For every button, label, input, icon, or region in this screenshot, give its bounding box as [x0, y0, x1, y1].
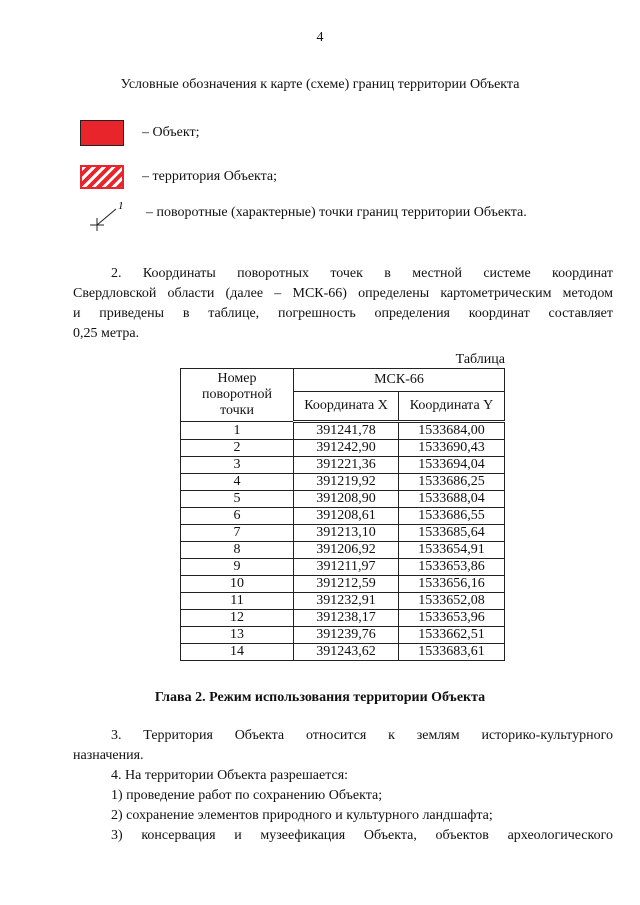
cell-coordinate-y: 1533652,08	[399, 593, 505, 610]
cell-point-number: 2	[181, 440, 294, 457]
paragraph-4: 4. На территории Объекта разрешается:	[111, 768, 349, 783]
paragraph-2-line-3: и приведены в таблице, погрешность определения координат составляет	[73, 306, 613, 321]
cell-point-number: 6	[181, 508, 294, 525]
table-body	[181, 422, 505, 661]
cell-point-number: 10	[181, 576, 294, 593]
legend-label-object: – Объект;	[142, 125, 200, 140]
cell-coordinate-y: 1533685,64	[399, 525, 505, 542]
table-caption: Таблица	[455, 352, 505, 367]
header-coordinate-y: Координата Y	[399, 392, 505, 422]
cell-point-number: 14	[181, 644, 294, 661]
table-row	[181, 457, 505, 474]
table-row	[181, 508, 505, 525]
table-row	[181, 644, 505, 661]
table-row	[181, 525, 505, 542]
territory-hatch-symbol	[80, 165, 124, 189]
cell-coordinate-x: 391241,78	[294, 422, 399, 440]
cell-coordinate-x: 391208,61	[294, 508, 399, 525]
object-fill-symbol	[80, 120, 124, 146]
cell-coordinate-y: 1533690,43	[399, 440, 505, 457]
cell-point-number: 4	[181, 474, 294, 491]
legend-label-turning-points: – поворотные (характерные) точки границ территории Объекта.	[146, 205, 527, 220]
coordinates-table	[180, 368, 505, 661]
table-row	[181, 440, 505, 457]
cell-coordinate-y: 1533684,00	[399, 422, 505, 440]
legend-item-territory	[80, 164, 277, 190]
turning-point-marker-number: 1	[118, 200, 124, 212]
cell-coordinate-y: 1533686,55	[399, 508, 505, 525]
legend-label-territory: – территория Объекта;	[142, 169, 278, 184]
cell-coordinate-x: 391208,90	[294, 491, 399, 508]
cell-coordinate-x: 391219,92	[294, 474, 399, 491]
list-item-1: 1) проведение работ по сохранению Объекта;	[111, 788, 383, 803]
cell-point-number: 7	[181, 525, 294, 542]
legend-item-object	[80, 120, 199, 146]
turning-point-icon	[80, 195, 128, 231]
paragraph-3-line-2: назначения.	[73, 748, 144, 763]
page-number: 4	[316, 30, 324, 45]
turning-point-marker-svg	[80, 195, 128, 231]
header-coordinate-system: МСК-66	[294, 369, 505, 392]
cell-point-number: 12	[181, 610, 294, 627]
paragraph-3	[73, 726, 613, 846]
cell-coordinate-y: 1533688,04	[399, 491, 505, 508]
table-row	[181, 627, 505, 644]
cell-coordinate-x: 391242,90	[294, 440, 399, 457]
cell-point-number: 8	[181, 542, 294, 559]
chapter-title: Глава 2. Режим использования территории Объекта	[154, 690, 486, 705]
table-row	[181, 593, 505, 610]
table-row	[181, 559, 505, 576]
cell-coordinate-x: 391221,36	[294, 457, 399, 474]
cell-coordinate-y: 1533686,25	[399, 474, 505, 491]
cell-coordinate-x: 391238,17	[294, 610, 399, 627]
cell-coordinate-x: 391206,92	[294, 542, 399, 559]
header-coordinate-x: Координата X	[294, 392, 399, 422]
cell-coordinate-y: 1533656,16	[399, 576, 505, 593]
cell-point-number: 9	[181, 559, 294, 576]
paragraph-2-line-2: Свердловской области (далее – МСК-66) определены картометрическим методом	[73, 286, 613, 301]
cell-coordinate-y: 1533653,86	[399, 559, 505, 576]
paragraph-2-line-4: 0,25 метра.	[73, 326, 140, 341]
table-row	[181, 474, 505, 491]
cell-coordinate-y: 1533694,04	[399, 457, 505, 474]
cell-point-number: 1	[181, 422, 294, 440]
cell-coordinate-y: 1533662,51	[399, 627, 505, 644]
cell-point-number: 5	[181, 491, 294, 508]
paragraph-2-line-1: 2. Координаты поворотных точек в местной системе координат	[111, 266, 613, 281]
table-row	[181, 610, 505, 627]
table-row	[181, 542, 505, 559]
cell-coordinate-x: 391212,59	[294, 576, 399, 593]
list-item-2: 2) сохранение элементов природного и культурного ландшафта;	[111, 808, 493, 823]
cell-coordinate-y: 1533654,91	[399, 542, 505, 559]
paragraph-3-line-1: 3. Территория Объекта относится к землям историко-культурного	[111, 728, 613, 743]
cell-coordinate-x: 391213,10	[294, 525, 399, 542]
table-row	[181, 576, 505, 593]
cell-coordinate-y: 1533683,61	[399, 644, 505, 661]
cell-coordinate-x: 391211,97	[294, 559, 399, 576]
cell-coordinate-x: 391232,91	[294, 593, 399, 610]
legend-title: Условные обозначения к карте (схеме) границ территории Объекта	[120, 77, 520, 92]
list-item-3: 3) консервация и музеефикация Объекта, объектов археологического	[111, 828, 613, 843]
cell-point-number: 13	[181, 627, 294, 644]
cell-coordinate-x: 391243,62	[294, 644, 399, 661]
cell-point-number: 11	[181, 593, 294, 610]
cell-point-number: 3	[181, 457, 294, 474]
paragraph-2	[73, 264, 613, 344]
cell-coordinate-y: 1533653,96	[399, 610, 505, 627]
table-row	[181, 491, 505, 508]
cell-coordinate-x: 391239,76	[294, 627, 399, 644]
legend-item-turning-points	[80, 200, 527, 226]
table-row	[181, 422, 505, 440]
header-point-number: Номер поворотной точки	[181, 369, 294, 422]
